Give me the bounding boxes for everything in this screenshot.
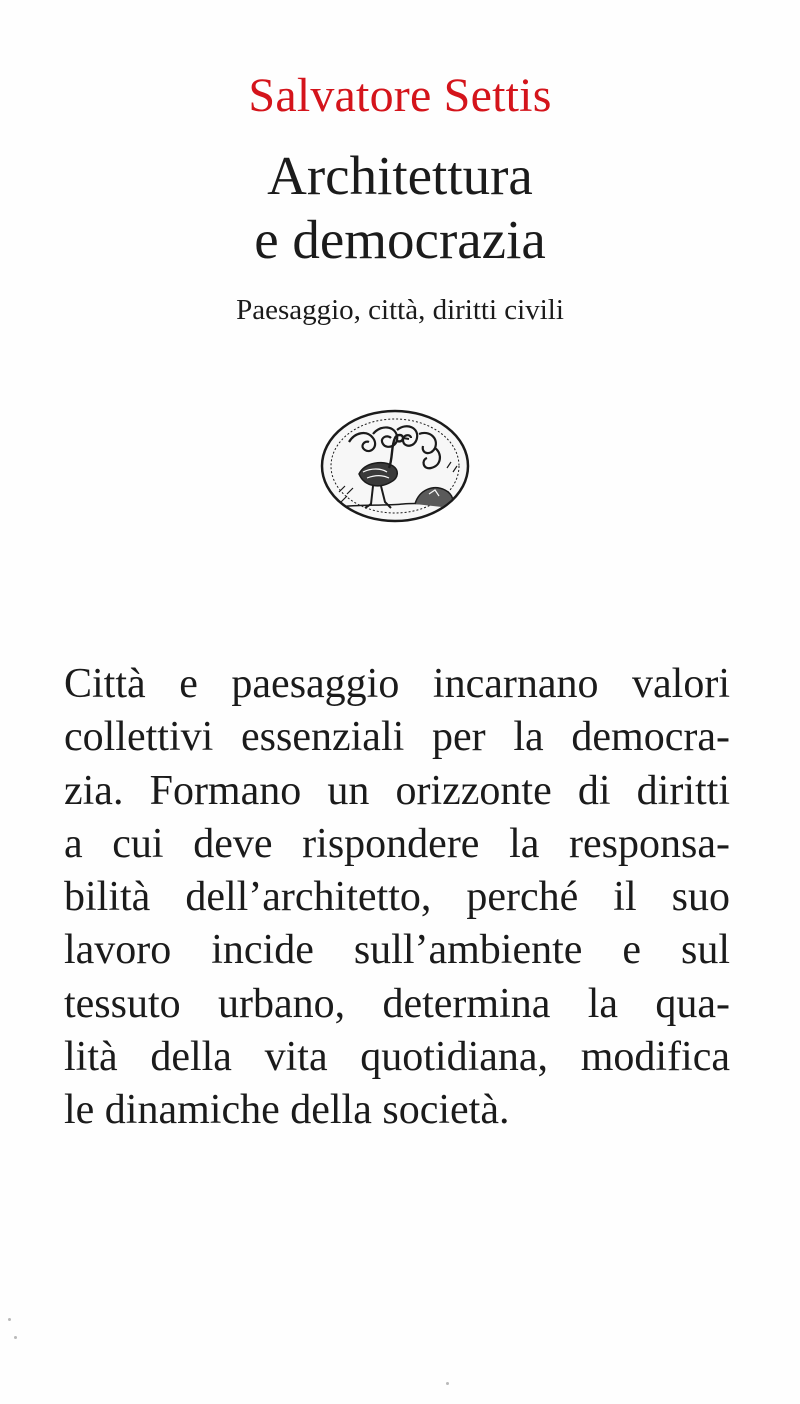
author-name: Salvatore Settis: [248, 69, 552, 122]
blurb-line: collettivi essenziali per la democra-: [64, 714, 730, 761]
title-line-1: Architettura: [267, 145, 533, 206]
scan-speck: [14, 1336, 17, 1339]
ostrich-emblem-icon: [319, 408, 471, 524]
scan-speck: [8, 1318, 11, 1321]
blurb-line: Città e paesaggio incarnano valori: [64, 661, 730, 707]
scan-speck: [446, 1382, 449, 1385]
blurb-line: lità della vita quotidiana, modifica: [64, 1034, 730, 1081]
blurb-line: a cui deve rispondere la responsa-: [64, 820, 730, 867]
book-title: [0, 144, 800, 272]
blurb-line: lavoro incide sull’ambiente e sul: [64, 927, 730, 974]
title-line-2: e democrazia: [254, 209, 546, 270]
blurb-line: zia. Formano un orizzonte di diritti: [64, 767, 730, 814]
back-cover-blurb: [64, 658, 730, 1138]
blurb-line: tessuto urbano, determina la qua-: [64, 980, 730, 1027]
blurb-line: bilità dell’architetto, perché il suo: [64, 874, 730, 921]
blurb-line: le dinamiche della società.: [64, 1087, 510, 1134]
book-subtitle: Paesaggio, città, diritti civili: [236, 294, 564, 326]
